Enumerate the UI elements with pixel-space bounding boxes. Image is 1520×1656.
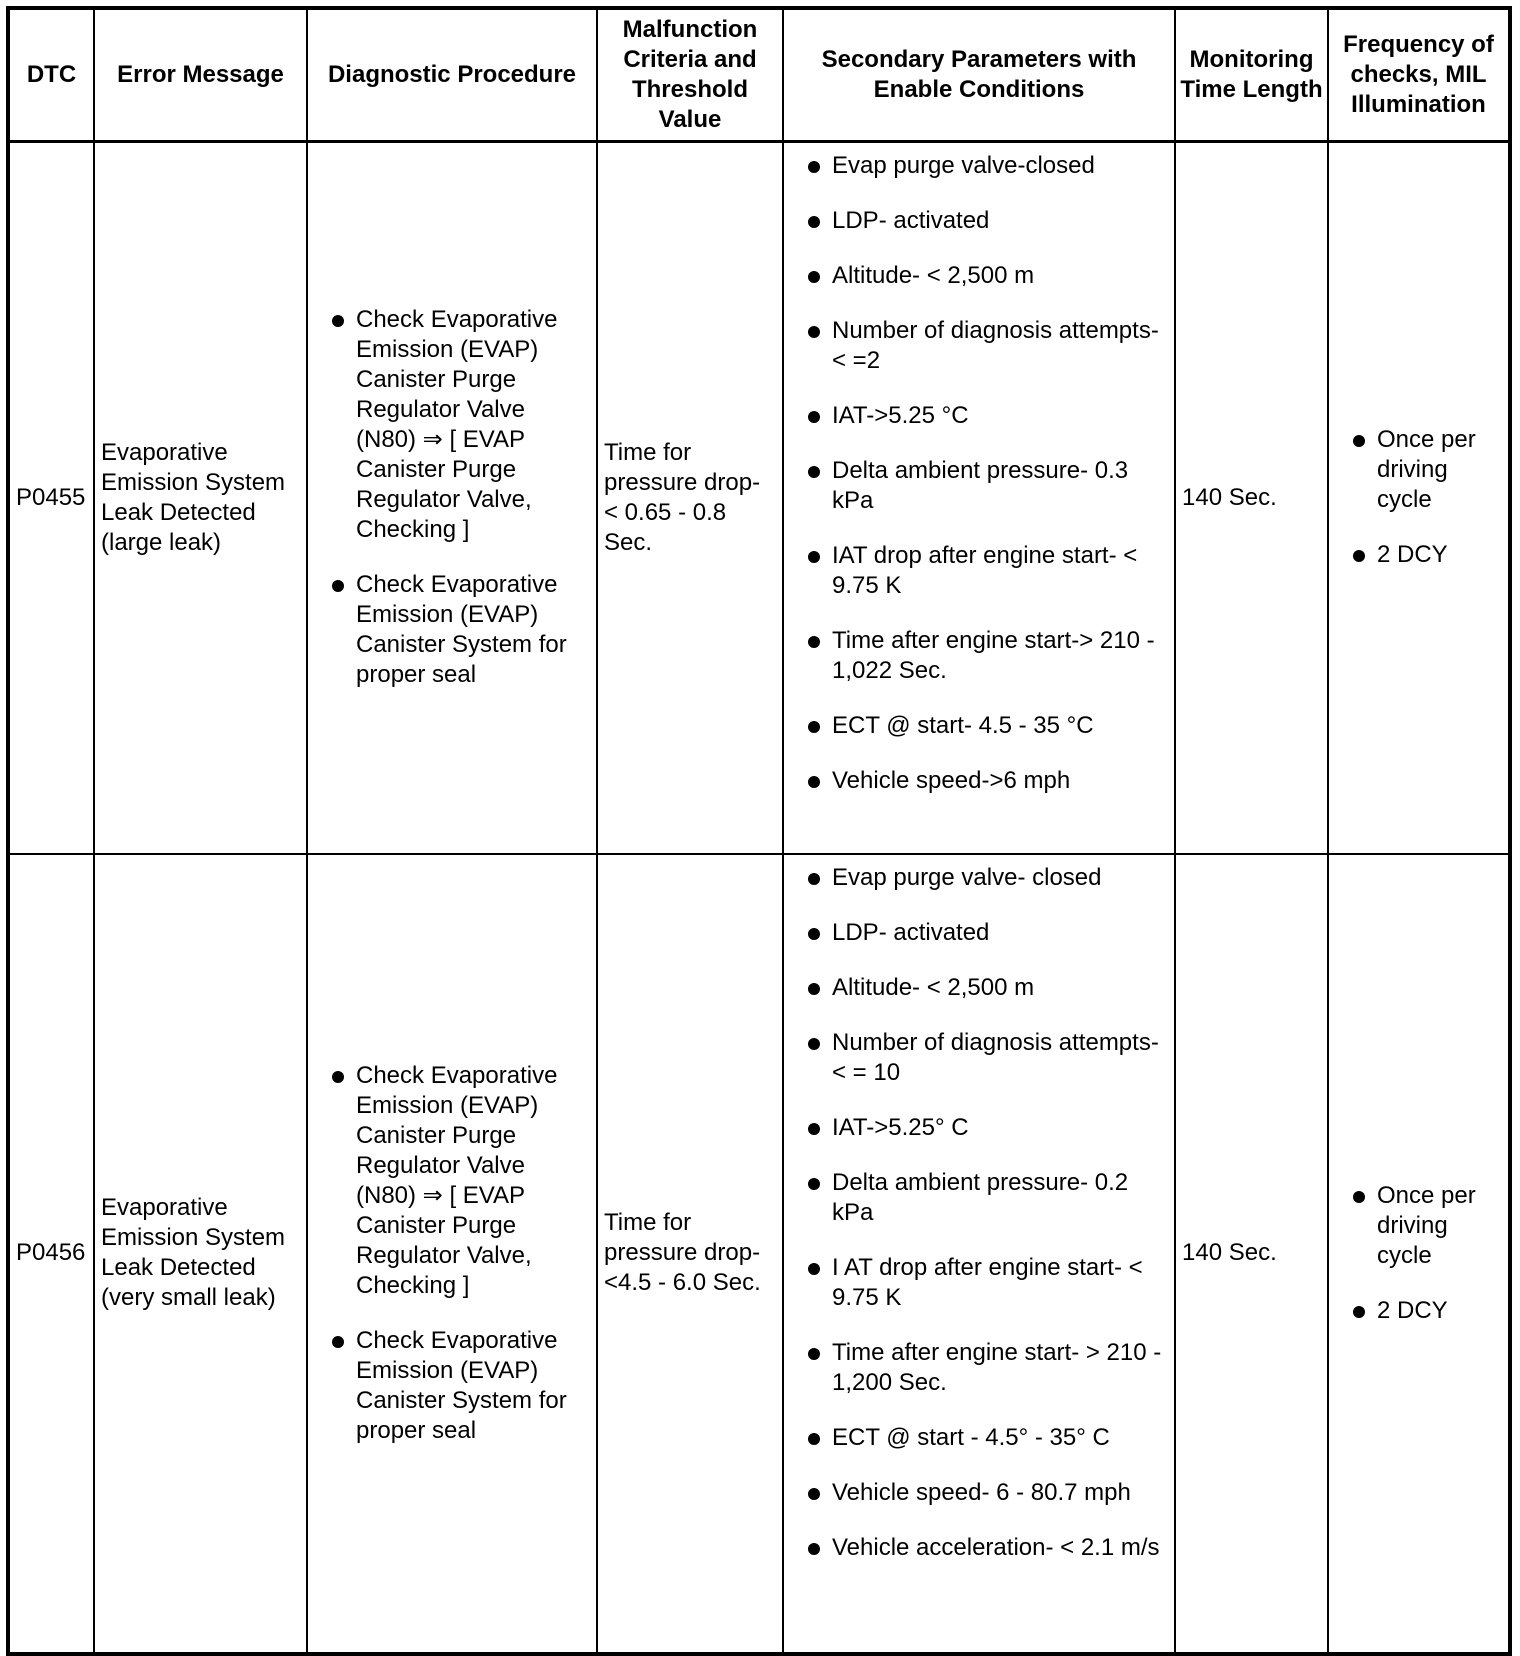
procedure-list [314,305,590,690]
header-dtc: DTC [8,8,94,142]
header-monitoring-time: Monitoring Time Length [1175,8,1328,142]
frequency [1328,854,1510,1654]
list-item: IAT->5.25° C [790,1113,1168,1143]
list-item: Delta ambient pressure- 0.3 kPa [790,456,1168,516]
malfunction-criteria: Time for pressure drop-<4.5 - 6.0 Sec. [597,854,783,1654]
list-item: Evap purge valve-closed [790,151,1168,181]
list-item: Time after engine start- > 210 - 1,200 Sec. [790,1338,1168,1398]
list-item: 2 DCY [1335,540,1502,570]
list-item: Delta ambient pressure- 0.2 kPa [790,1168,1168,1228]
header-malfunction-criteria: Malfunction Criteria and Threshold Value [597,8,783,142]
list-item: I AT drop after engine start- < 9.75 K [790,1253,1168,1313]
header-frequency: Frequency of checks, MIL Illumination [1328,8,1510,142]
list-item: IAT->5.25 °C [790,401,1168,431]
diagnostic-procedure [307,142,597,854]
list-item: Vehicle speed->6 mph [790,766,1168,796]
list-item: LDP- activated [790,918,1168,948]
parameter-list [790,863,1168,1563]
table-row [8,854,1510,1654]
list-item: LDP- activated [790,206,1168,236]
list-item: Check Evaporative Emission (EVAP) Canister Purge Regulator Valve (N80) ⇒ [ EVAP Canister Purge Regulator Valve, Checking ] [314,305,590,545]
list-item: Once per driving cycle [1335,1181,1502,1271]
secondary-parameters [783,142,1175,854]
list-item: Altitude- < 2,500 m [790,973,1168,1003]
table-row [8,142,1510,854]
list-item: Once per driving cycle [1335,425,1502,515]
monitoring-time: 140 Sec. [1175,142,1328,854]
secondary-parameters [783,854,1175,1654]
frequency-list [1335,425,1502,570]
diagnostic-procedure [307,854,597,1654]
header-error-message: Error Message [94,8,307,142]
frequency [1328,142,1510,854]
header-diagnostic-procedure: Diagnostic Procedure [307,8,597,142]
list-item: Time after engine start-> 210 - 1,022 Sec. [790,626,1168,686]
list-item: Number of diagnosis attempts- < =2 [790,316,1168,376]
list-item: Evap purge valve- closed [790,863,1168,893]
error-message: Evaporative Emission System Leak Detected (very small leak) [94,854,307,1654]
list-item: ECT @ start- 4.5 - 35 °C [790,711,1168,741]
parameter-list [790,151,1168,796]
header-secondary-parameters: Secondary Parameters with Enable Conditions [783,8,1175,142]
list-item: Check Evaporative Emission (EVAP) Canister System for proper seal [314,570,590,690]
procedure-list [314,1061,590,1446]
dtc-code: P0455 [8,142,94,854]
list-item: Vehicle speed- 6 - 80.7 mph [790,1478,1168,1508]
malfunction-criteria: Time for pressure drop- < 0.65 - 0.8 Sec. [597,142,783,854]
error-message: Evaporative Emission System Leak Detected (large leak) [94,142,307,854]
list-item: 2 DCY [1335,1296,1502,1326]
list-item: ECT @ start - 4.5° - 35° C [790,1423,1168,1453]
list-item: Altitude- < 2,500 m [790,261,1168,291]
dtc-table [6,6,1512,1656]
monitoring-time: 140 Sec. [1175,854,1328,1654]
list-item: IAT drop after engine start- < 9.75 K [790,541,1168,601]
list-item: Check Evaporative Emission (EVAP) Canister Purge Regulator Valve (N80) ⇒ [ EVAP Canister Purge Regulator Valve, Checking ] [314,1061,590,1301]
header-row [8,8,1510,142]
list-item: Vehicle acceleration- < 2.1 m/s [790,1533,1168,1563]
list-item: Number of diagnosis attempts-< = 10 [790,1028,1168,1088]
list-item: Check Evaporative Emission (EVAP) Canister System for proper seal [314,1326,590,1446]
frequency-list [1335,1181,1502,1326]
dtc-code: P0456 [8,854,94,1654]
